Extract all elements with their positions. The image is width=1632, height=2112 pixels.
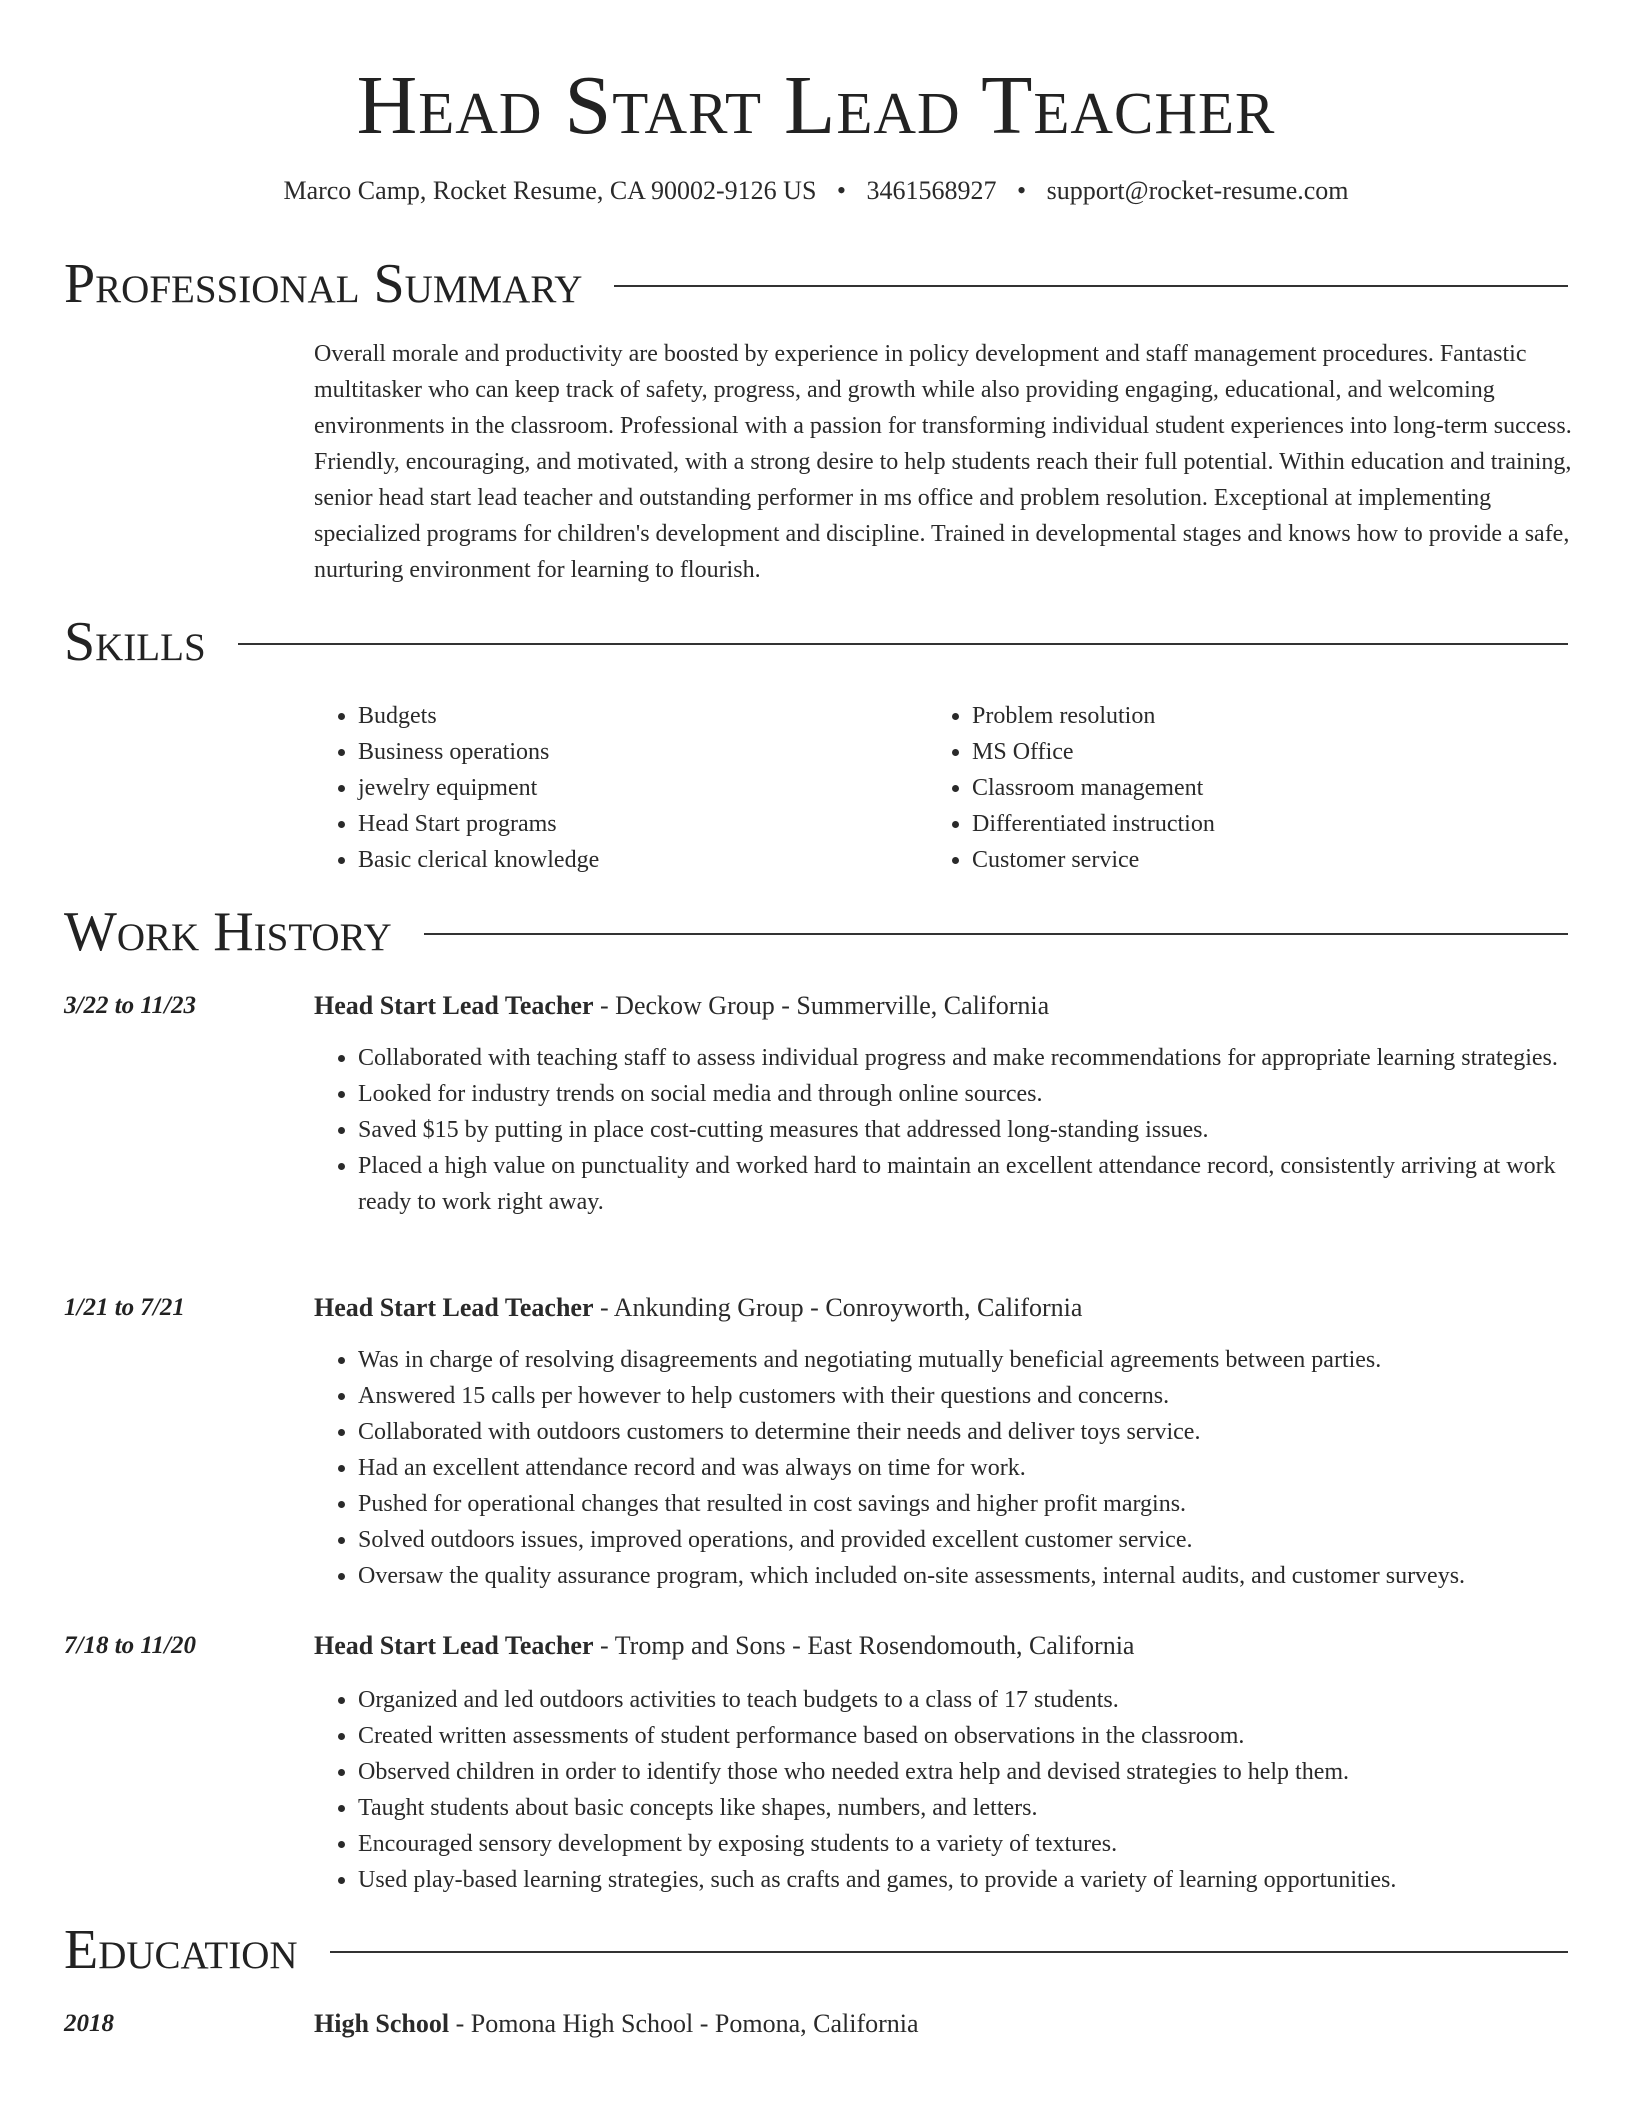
job-heading (314, 1628, 1134, 1664)
job-bullet-list (314, 1682, 1576, 1898)
skill-item: • Budgets (358, 698, 914, 734)
job-bullet: • Encouraged sensory development by exposing students to a variety of textures. (358, 1826, 1576, 1862)
job-bullet: • Was in charge of resolving disagreements and negotiating mutually beneficial agreements between parties. (358, 1342, 1576, 1378)
skill-item: • Business operations (358, 734, 914, 770)
skill-item: • jewelry equipment (358, 770, 914, 806)
skill-item: • Problem resolution (972, 698, 1528, 734)
job-bullet: • Pushed for operational changes that resulted in cost savings and higher profit margins. (358, 1486, 1576, 1522)
contact-line (0, 173, 1632, 209)
job-dates: 3/22 to 11/23 (64, 992, 196, 1019)
job-separator: - (774, 991, 797, 1020)
section-divider (330, 1951, 1568, 1953)
work-heading: Work History (64, 901, 392, 963)
job-bullet: • Placed a high value on punctuality and worked hard to maintain an excellent attendance record, consistently arriving at work ready to work right away. (358, 1148, 1576, 1220)
job-company: Ankunding Group (613, 1293, 804, 1322)
job-bullet: • Had an excellent attendance record and was always on time for work. (358, 1450, 1576, 1486)
job-separator: - (593, 1631, 615, 1660)
job-separator: - (593, 991, 616, 1020)
skill-item: • Classroom management (972, 770, 1528, 806)
job-company: Deckow Group (615, 991, 775, 1020)
education-heading: Education (64, 1919, 298, 1981)
skill-item: • Basic clerical knowledge (358, 842, 914, 878)
skills-left-column (314, 698, 914, 878)
section-divider (238, 643, 1568, 645)
summary-section-header (64, 252, 1568, 316)
section-divider (424, 933, 1568, 935)
section-divider (614, 285, 1568, 287)
job-location: East Rosendomouth, California (807, 1631, 1135, 1660)
job-bullet: • Collaborated with outdoors customers to determine their needs and deliver toys service. (358, 1414, 1576, 1450)
job-bullet: • Organized and led outdoors activities to teach budgets to a class of 17 students. (358, 1682, 1576, 1718)
skill-item: • Customer service (972, 842, 1528, 878)
job-title: Head Start Lead Teacher (314, 1631, 594, 1660)
job-company: Tromp and Sons (614, 1631, 786, 1660)
job-bullet: • Observed children in order to identify those who needed extra help and devised strategies to help them. (358, 1754, 1576, 1790)
job-dates: 7/18 to 11/20 (64, 1632, 196, 1659)
education-school: Pomona High School (470, 2009, 694, 2038)
contact-address: Marco Camp, Rocket Resume, CA 90002-9126 US (283, 176, 817, 205)
job-title: Head Start Lead Teacher (314, 1293, 594, 1322)
skills-right-column (928, 698, 1528, 878)
job-bullet: • Looked for industry trends on social media and through online sources. (358, 1076, 1576, 1112)
contact-separator: • (1017, 176, 1027, 205)
job-location: Conroyworth, California (825, 1293, 1083, 1322)
education-section-header (64, 1918, 1568, 1982)
contact-phone: 3461568927 (866, 176, 997, 205)
education-degree: High School (314, 2009, 450, 2038)
skills-section-header (64, 610, 1568, 674)
job-bullet: • Created written assessments of student performance based on observations in the classroom. (358, 1718, 1576, 1754)
summary-text: Overall morale and productivity are boosted by experience in policy development and staff management procedures. Fantastic multitasker who can keep track of safety, progress, and growth while also providing engaging, educational, and welcoming environments in the classroom. Professional with a passion for transforming individual student experiences into long-term success. Friendly, encouraging, and motivated, with a strong desire to help students reach their full potential. Within education and training, senior head start lead teacher and outstanding performer in ms office and problem resolution. Exceptional at implementing specialized programs for children's development and discipline. Trained in developmental stages and knows how to provide a safe, nurturing environment for learning to flourish. (314, 341, 1572, 583)
job-separator: - (593, 1293, 614, 1322)
resume-name-title: Head Start Lead Teacher (356, 59, 1276, 152)
skill-item: • Head Start programs (358, 806, 914, 842)
job-bullet: • Solved outdoors issues, improved operations, and provided excellent customer service. (358, 1522, 1576, 1558)
education-line (314, 2006, 919, 2042)
job-heading (314, 988, 1049, 1024)
skill-item: • Differentiated instruction (972, 806, 1528, 842)
job-dates: 1/21 to 7/21 (64, 1294, 185, 1321)
education-separator: - (449, 2009, 471, 2038)
job-bullet: • Taught students about basic concepts like shapes, numbers, and letters. (358, 1790, 1576, 1826)
job-separator: - (785, 1631, 808, 1660)
job-bullet-list (314, 1040, 1576, 1220)
contact-email: support@rocket-resume.com (1046, 176, 1349, 205)
job-location: Summerville, California (796, 991, 1050, 1020)
summary-heading: Professional Summary (64, 253, 583, 315)
job-bullet: • Answered 15 calls per however to help customers with their questions and concerns. (358, 1378, 1576, 1414)
contact-separator: • (836, 176, 847, 205)
job-bullet: • Saved $15 by putting in place cost-cutting measures that addressed long-standing issues. (358, 1112, 1576, 1148)
skills-heading: Skills (64, 611, 206, 673)
job-title: Head Start Lead Teacher (314, 991, 594, 1020)
job-bullet: • Oversaw the quality assurance program, which included on-site assessments, internal audits, and customer surveys. (358, 1558, 1576, 1594)
education-separator: - (693, 2009, 715, 2038)
job-bullet: • Used play-based learning strategies, such as crafts and games, to provide a variety of learning opportunities. (358, 1862, 1576, 1898)
work-section-header (64, 900, 1568, 964)
education-location: Pomona, California (714, 2009, 919, 2038)
job-bullet: • Collaborated with teaching staff to assess individual progress and make recommendations for appropriate learning strategies. (358, 1040, 1576, 1076)
job-heading (314, 1290, 1082, 1326)
education-year: 2018 (64, 2010, 114, 2037)
job-separator: - (803, 1293, 826, 1322)
skill-item: • MS Office (972, 734, 1528, 770)
job-bullet-list (314, 1342, 1576, 1594)
